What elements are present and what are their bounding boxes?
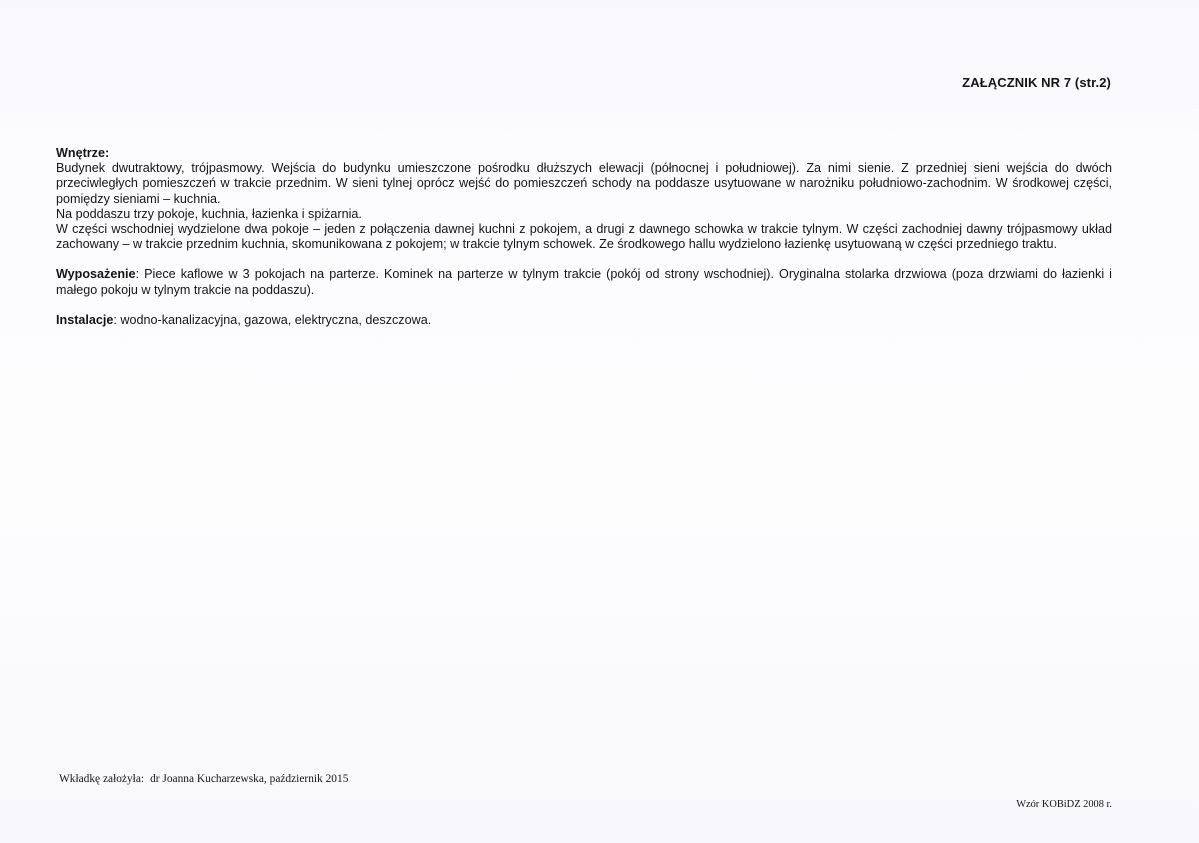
interior-heading: Wnętrze: [56,146,110,160]
template-footer: Wzór KOBiDZ 2008 r. [1016,799,1112,810]
created-label: Wkładkę założyła: [59,773,145,785]
installations-text: : wodno-kanalizacyjna, gazowa, elektryczna, deszczowa. [113,312,432,327]
interior-paragraph-2: Na poddaszu trzy pokoje, kuchnia, łazienka i spiżarnia. [56,206,362,221]
interior-paragraph-1: Budynek dwutraktowy, trójpasmowy. Wejścia do budynku umieszczone pośrodku dłuższych elewacji (północnej i południowej). Za nimi sienie. Z przedniej sieni wejścia do dwóch przeciwległych pomieszczeń w trakcie przednim. W sieni tylnej oprócz wejść do pomieszczeń schody na poddasze usytuowane w narożniku południowo-zachodnim. W środkowej części, pomiędzy sieniami – kuchnia. [56,161,1112,206]
annex-title: ZAŁĄCZNIK NR 7 (str.2) [962,75,1111,90]
author-footer [59,773,348,785]
equipment-text: : Piece kaflowe w 3 pokojach na parterze. Kominek na parterze w tylnym trakcie (pokój od strony wschodniej). Oryginalna stolarka drzwiowa (poza drzwiami do łazienki i małego pokoju w tylnym trakcie na poddaszu). [56,267,1112,297]
installations-label: Instalacje [56,312,114,327]
document-body [56,146,1112,328]
equipment-paragraph [56,267,1112,297]
installations-paragraph [56,313,1112,328]
spacer [56,252,1112,267]
equipment-label: Wyposażenie [56,267,136,282]
interior-paragraph-3: W części wschodniej wydzielone dwa pokoje – jeden z połączenia dawnej kuchni z pokojem, a drugi z dawnego schowka w trakcie tylnym. W części zachodniej dawny trójpasmowy układ zachowany – w trakcie przednim kuchnia, skomunikowana z pokojem; w trakcie tylnym schowek. Ze środkowego hallu wydzielono łazienkę usytuowaną w części przedniego traktu. [56,222,1112,252]
spacer [56,298,1112,313]
created-by: dr Joanna Kucharzewska, październik 2015 [150,773,349,785]
